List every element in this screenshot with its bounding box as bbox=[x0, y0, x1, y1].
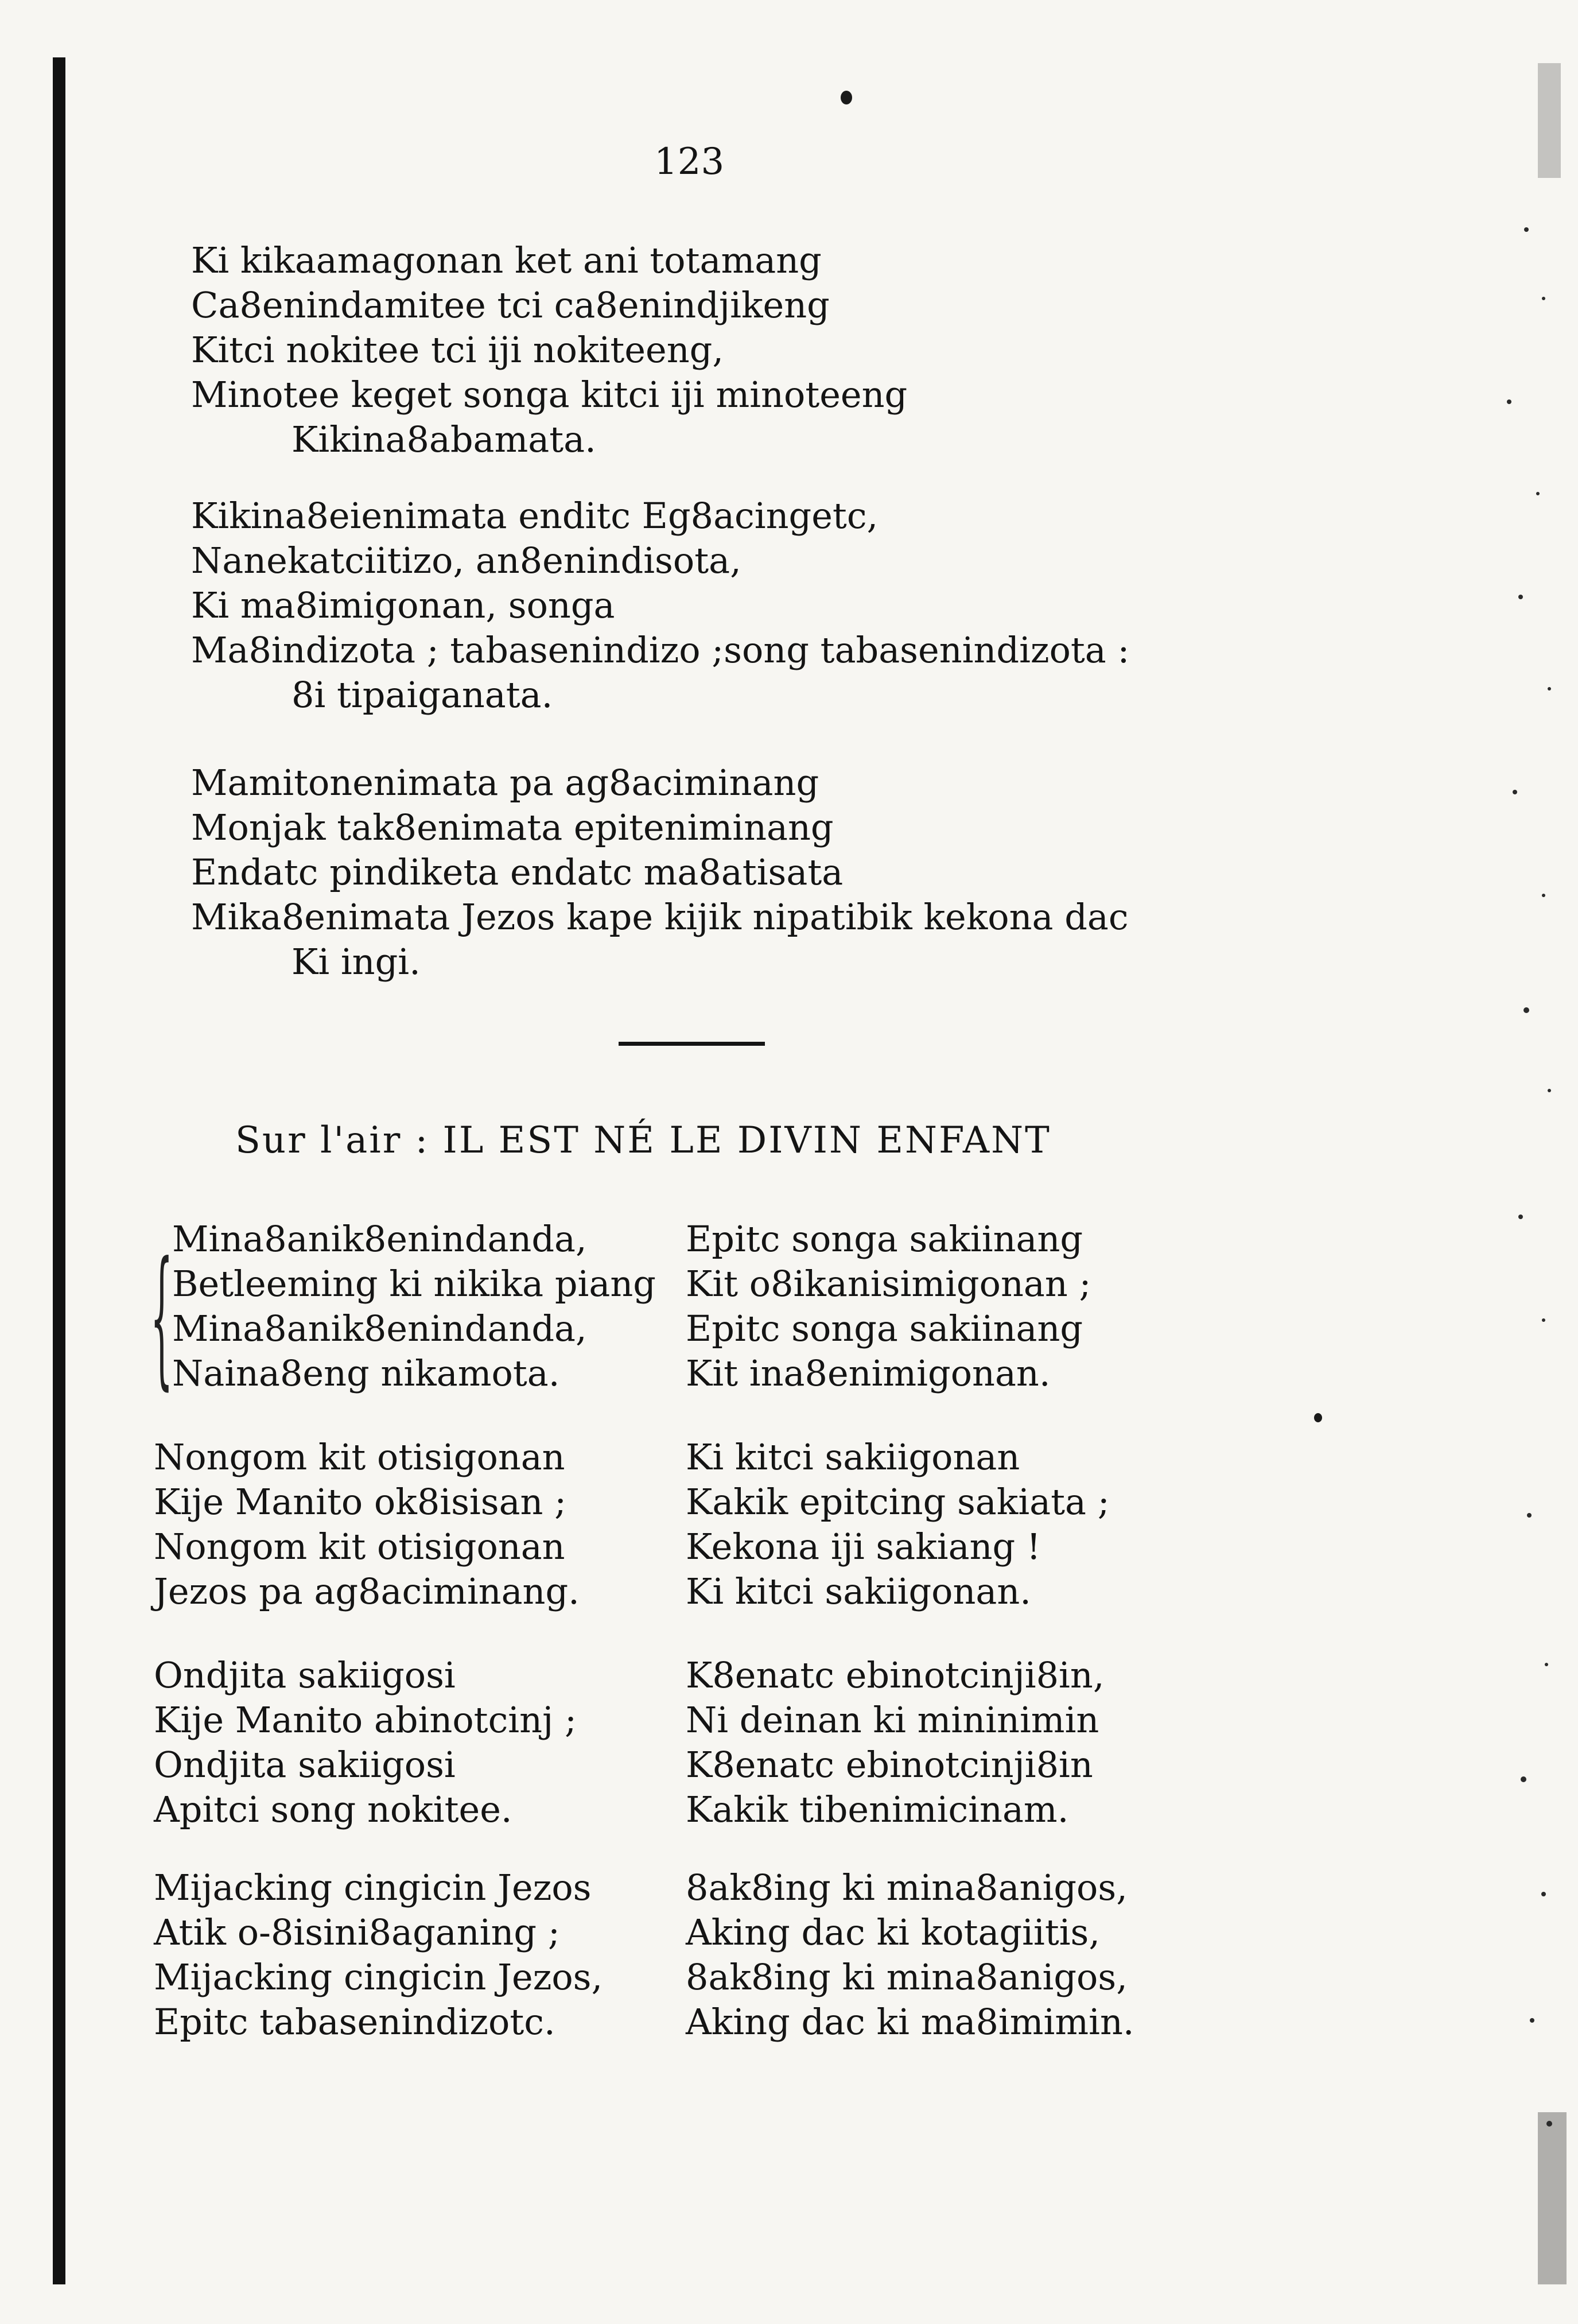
stanza-line: Kitci nokitee tci iji nokiteeng, bbox=[191, 329, 724, 371]
verse-line: Epitc tabasenindizotc. bbox=[154, 2001, 555, 2043]
verse-1-left bbox=[172, 1217, 656, 1396]
verse-line: K8enatc ebinotcinji8in bbox=[686, 1744, 1093, 1786]
verse-line: Ki kitci sakiigonan bbox=[686, 1436, 1020, 1478]
verse-line: Kakik epitcing sakiata ; bbox=[686, 1481, 1110, 1523]
stanza-line: Ma8indizota ; tabasenindizo ;song tabasenindizota : bbox=[191, 629, 1130, 671]
verse-line: Nongom kit otisigonan bbox=[154, 1436, 565, 1478]
verse-line: Mina8anik8enindanda, bbox=[172, 1218, 587, 1260]
verse-line: Kit ina8enimigonan. bbox=[686, 1352, 1051, 1394]
verse-line: Apitci song nokitee. bbox=[154, 1788, 512, 1830]
stanza-line: Mika8enimata Jezos kape kijik nipatibik kekona dac bbox=[191, 896, 1129, 938]
song-heading: Sur l'air : IL EST NÉ LE DIVIN ENFANT bbox=[235, 1119, 1051, 1162]
stanza-line: Kikina8eienimata enditc Eg8acingetc, bbox=[191, 495, 879, 537]
verse-2-right bbox=[686, 1435, 1110, 1614]
stanza-line: Ca8enindamitee tci ca8enindjikeng bbox=[191, 284, 830, 326]
verse-line: 8ak8ing ki mina8anigos, bbox=[686, 1867, 1128, 1908]
verse-3-right bbox=[686, 1653, 1105, 1832]
verse-line: K8enatc ebinotcinji8in, bbox=[686, 1654, 1105, 1696]
stanza-3 bbox=[191, 761, 1129, 984]
stanza-indented-line: Kikina8abamata. bbox=[291, 418, 596, 460]
stanza-line: Mamitonenimata pa ag8aciminang bbox=[191, 762, 819, 804]
stanza-2 bbox=[191, 494, 1129, 717]
verse-line: Ni deinan ki mininimin bbox=[686, 1699, 1099, 1741]
verse-1-right bbox=[686, 1217, 1091, 1396]
verse-line: Ondjita sakiigosi bbox=[154, 1654, 456, 1696]
verse-line: Kije Manito ok8isisan ; bbox=[154, 1481, 567, 1523]
scan-edge-specks bbox=[1406, 0, 1578, 2324]
verse-line: Naina8eng nikamota. bbox=[172, 1352, 560, 1394]
ink-speck-middle bbox=[1314, 1413, 1322, 1422]
stanza-line: Endatc pindiketa endatc ma8atisata bbox=[191, 851, 844, 893]
verse-line: 8ak8ing ki mina8anigos, bbox=[686, 1956, 1128, 1998]
verse-4-left bbox=[154, 1865, 603, 2044]
stanza-line: Ki kikaamagonan ket ani totamang bbox=[191, 239, 822, 281]
verse-line: Atik o-8isini8aganing ; bbox=[154, 1911, 560, 1953]
scan-edge-shadow bbox=[53, 57, 65, 2284]
stanza-indented-line: 8i tipaiganata. bbox=[291, 674, 553, 716]
verse-line: Mijacking cingicin Jezos, bbox=[154, 1956, 603, 1998]
verse-line: Epitc songa sakiinang bbox=[686, 1308, 1083, 1349]
verse-brace: { bbox=[150, 1228, 173, 1405]
verse-line: Ki kitci sakiigonan. bbox=[686, 1570, 1031, 1612]
stanza-line: Nanekatciitizo, an8enindisota, bbox=[191, 540, 741, 581]
verse-line: Aking dac ki kotagiitis, bbox=[686, 1911, 1101, 1953]
verse-2-left bbox=[154, 1435, 580, 1614]
verse-line: Kekona iji sakiang ! bbox=[686, 1526, 1041, 1568]
verse-line: Aking dac ki ma8imimin. bbox=[686, 2001, 1134, 2043]
stanza-line: Monjak tak8enimata epiteniminang bbox=[191, 806, 834, 848]
stanza-1 bbox=[191, 238, 907, 462]
verse-line: Epitc songa sakiinang bbox=[686, 1218, 1083, 1260]
verse-line: Mina8anik8enindanda, bbox=[172, 1308, 587, 1349]
verse-3-left bbox=[154, 1653, 577, 1832]
stanza-line: Ki ma8imigonan, songa bbox=[191, 584, 615, 626]
verse-line: Kije Manito abinotcinj ; bbox=[154, 1699, 577, 1741]
verse-line: Kit o8ikanisimigonan ; bbox=[686, 1263, 1091, 1305]
verse-4-right bbox=[686, 1865, 1134, 2044]
verse-line: Nongom kit otisigonan bbox=[154, 1526, 565, 1568]
verse-line: Ondjita sakiigosi bbox=[154, 1744, 456, 1786]
verse-line: Jezos pa ag8aciminang. bbox=[154, 1570, 580, 1612]
stanza-indented-line: Ki ingi. bbox=[291, 941, 421, 983]
stanza-line: Minotee keget songa kitci iji minoteeng bbox=[191, 374, 908, 416]
section-divider bbox=[619, 1042, 765, 1046]
verse-line: Betleeming ki nikika piang bbox=[172, 1263, 656, 1305]
verse-line: Kakik tibenimicinam. bbox=[686, 1788, 1069, 1830]
verse-line: Mijacking cingicin Jezos bbox=[154, 1867, 592, 1908]
page-number: 123 bbox=[654, 141, 725, 183]
ink-speck-top bbox=[841, 91, 852, 104]
